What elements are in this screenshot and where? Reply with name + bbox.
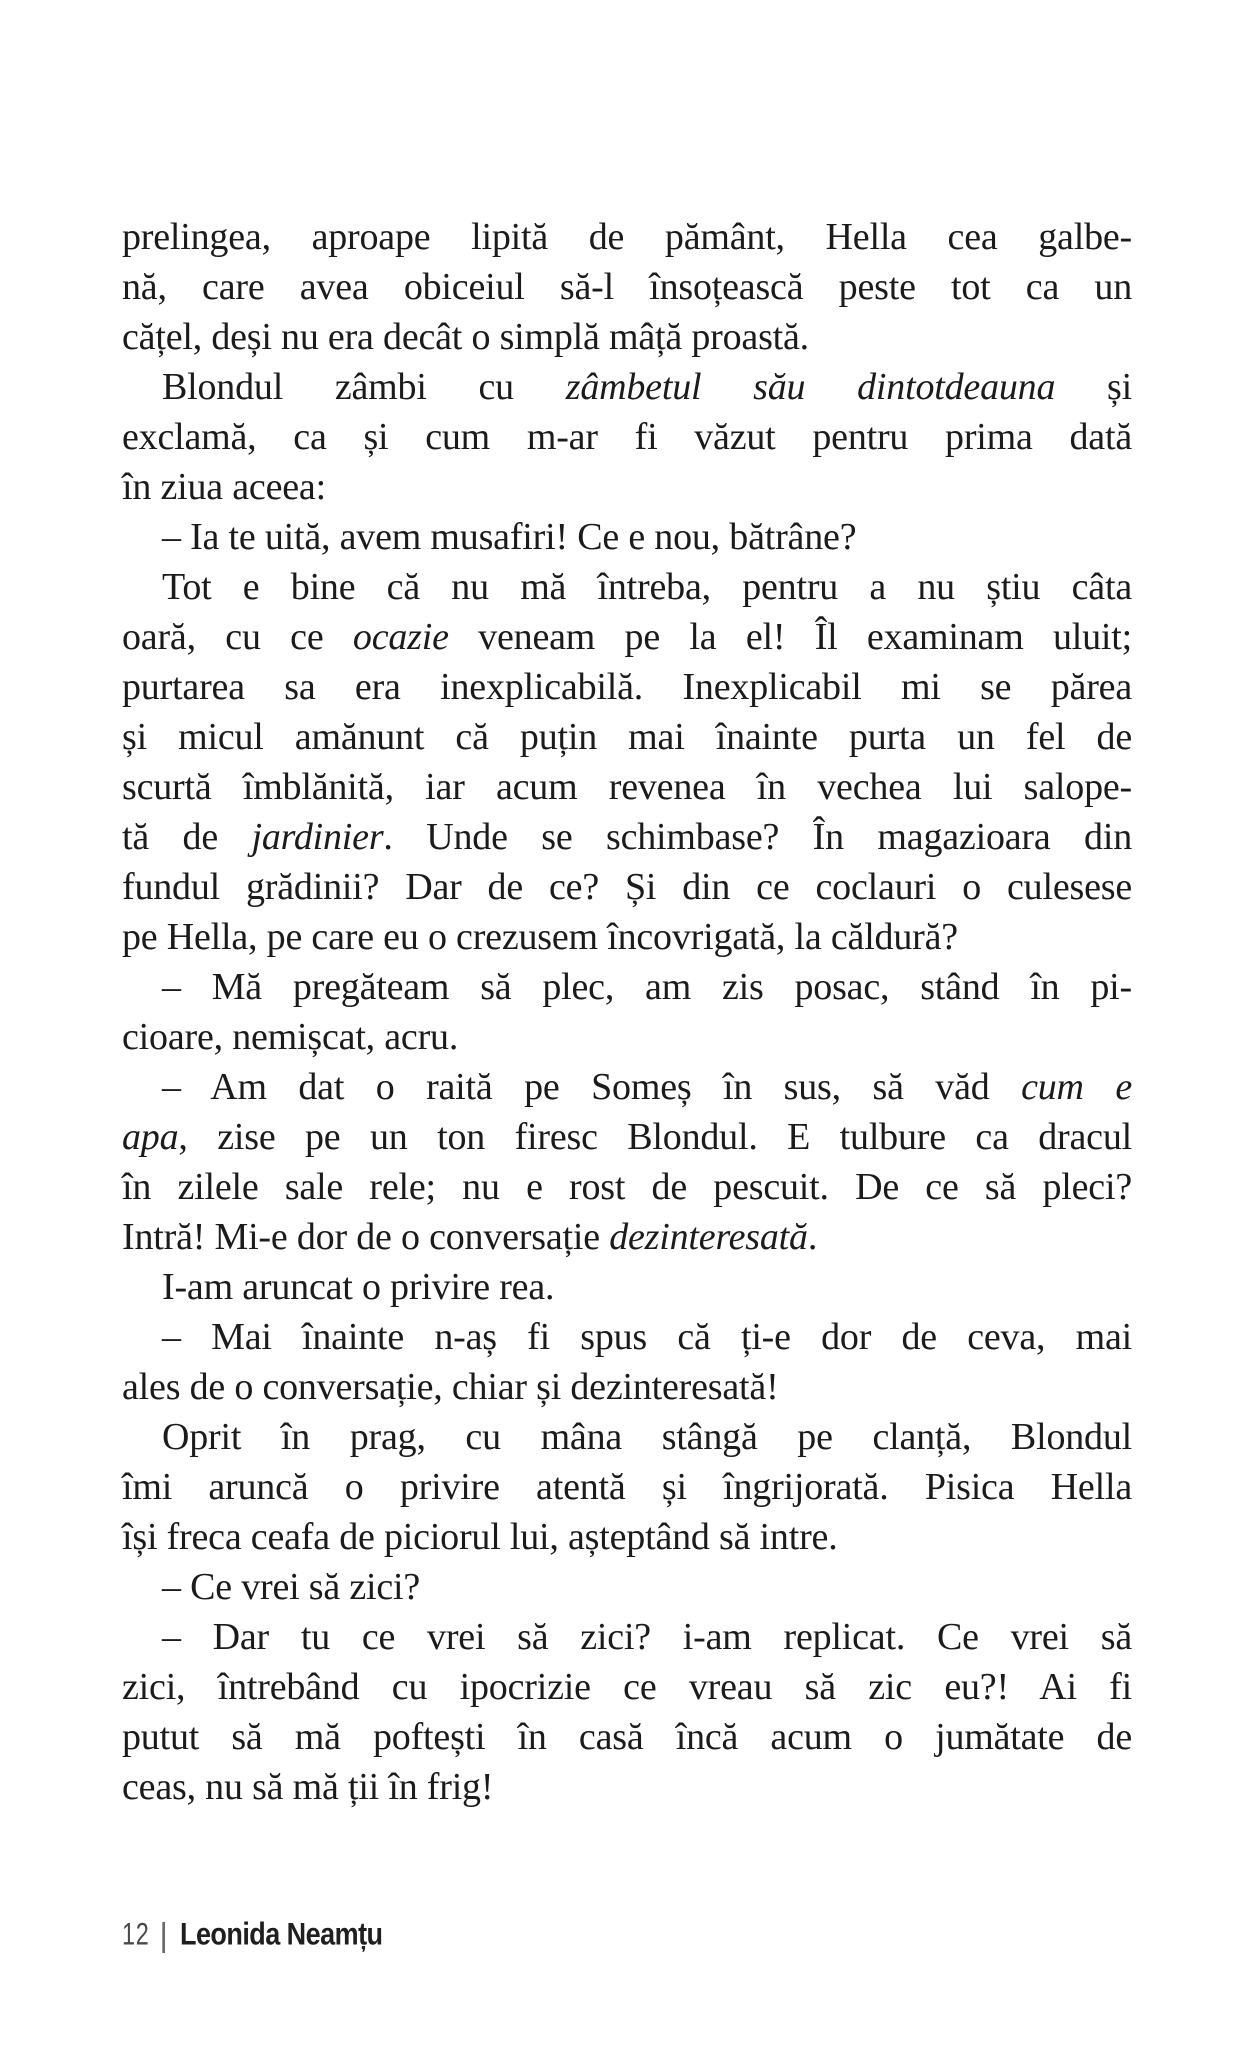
text-segment: Blondul zâmbi cu — [162, 366, 566, 408]
text-segment: Oprit în prag, cu mâna stângă pe clanță, Blondul — [162, 1416, 1132, 1458]
text-segment: își freca ceafa de piciorul lui, așteptând să intre. — [122, 1516, 838, 1558]
text-line — [122, 662, 1132, 712]
text-segment: – Ce vrei să zici? — [162, 1566, 421, 1608]
text-line — [122, 762, 1132, 812]
text-segment: prelingea, aproape lipită de pământ, Hella cea galbe- — [122, 216, 1132, 258]
italic-text-segment: dezinteresată — [609, 1216, 808, 1258]
text-segment: veneam pe la el! Îl examinam uluit; — [448, 616, 1132, 658]
text-line — [122, 962, 1132, 1012]
text-line — [122, 1612, 1132, 1662]
text-segment: – Dar tu ce vrei să zici? i-am replicat. Ce vrei să — [162, 1616, 1132, 1658]
text-line — [122, 512, 1132, 562]
text-segment: în ziua aceea: — [122, 466, 326, 508]
text-line — [122, 862, 1132, 912]
text-segment: purtarea sa era inexplicabilă. Inexplicabil mi se părea — [122, 666, 1132, 708]
text-segment: și — [1055, 366, 1132, 408]
text-segment: tă de — [122, 816, 252, 858]
text-segment: Intră! Mi-e dor de o conversație — [122, 1216, 610, 1258]
page-footer — [122, 1916, 405, 1954]
paragraph — [122, 1612, 1132, 1812]
text-segment: și micul amănunt că puțin mai înainte purta un fel de — [122, 716, 1132, 758]
text-line — [122, 1512, 1132, 1562]
paragraph — [122, 1312, 1132, 1412]
text-line — [122, 812, 1132, 862]
text-line — [122, 712, 1132, 762]
paragraph — [122, 562, 1132, 962]
text-block — [122, 212, 1132, 1812]
paragraph — [122, 1062, 1132, 1262]
text-line — [122, 1362, 1132, 1412]
text-line — [122, 1662, 1132, 1712]
italic-text-segment: zâmbetul său dintotdeauna — [565, 366, 1056, 408]
text-segment: pe Hella, pe care eu o crezusem încovrigată, la căldură? — [122, 916, 958, 958]
text-segment: zici, întrebând cu ipocrizie ce vreau să zic eu?! Ai fi — [122, 1666, 1132, 1708]
text-line — [122, 1312, 1132, 1362]
footer-author: Leonida Neamțu — [179, 1917, 383, 1952]
text-line — [122, 462, 1132, 512]
text-line — [122, 1012, 1132, 1062]
text-segment: îmi aruncă o privire atentă și îngrijorată. Pisica Hella — [122, 1466, 1132, 1508]
text-segment: fundul grădinii? Dar de ce? Și din ce coclauri o culesese — [122, 866, 1132, 908]
italic-text-segment: ocazie — [352, 616, 449, 658]
paragraph — [122, 512, 1132, 562]
text-segment: exclamă, ca și cum m-ar fi văzut pentru prima dată — [122, 416, 1132, 458]
text-segment: Tot e bine că nu mă întreba, pentru a nu știu câta — [162, 566, 1132, 608]
page-number: 12 — [122, 1917, 150, 1952]
text-line — [122, 212, 1132, 262]
text-line — [122, 362, 1132, 412]
paragraph — [122, 962, 1132, 1062]
text-segment: , zise pe un ton firesc Blondul. E tulbure ca dracul — [178, 1116, 1132, 1158]
italic-text-segment: cum e — [1021, 1066, 1132, 1108]
text-line — [122, 612, 1132, 662]
text-line — [122, 1762, 1132, 1812]
footer-separator: | — [159, 1916, 168, 1953]
text-segment: ales de o conversație, chiar și dezinteresată! — [122, 1366, 779, 1408]
text-segment: I-am aruncat o privire rea. — [162, 1266, 555, 1308]
text-segment: în zilele sale rele; nu e rost de pescuit. De ce să pleci? — [122, 1166, 1132, 1208]
text-line — [122, 312, 1132, 362]
text-segment: putut să mă poftești în casă încă acum o jumătate de — [122, 1716, 1132, 1758]
text-line — [122, 1212, 1132, 1262]
paragraph — [122, 1562, 1132, 1612]
text-segment: – Mai înainte n-aș fi spus că ți-e dor de ceva, mai — [162, 1316, 1132, 1358]
italic-text-segment: apa — [122, 1116, 179, 1158]
text-line — [122, 912, 1132, 962]
paragraph — [122, 1412, 1132, 1562]
text-line — [122, 1112, 1132, 1162]
text-segment: – Ia te uită, avem musafiri! Ce e nou, bătrâne? — [162, 516, 857, 558]
text-line — [122, 1462, 1132, 1512]
text-line — [122, 1062, 1132, 1112]
italic-text-segment: jardinier — [251, 816, 384, 858]
text-segment: nă, care avea obiceiul să-l însoțească peste tot ca un — [122, 266, 1132, 308]
text-line — [122, 1162, 1132, 1212]
text-segment: . Unde se schimbase? În magazioara din — [383, 816, 1132, 858]
text-line — [122, 1262, 1132, 1312]
paragraph — [122, 1262, 1132, 1312]
text-segment: oară, cu ce — [122, 616, 353, 658]
text-segment: cățel, deși nu era decât o simplă mâță proastă. — [122, 316, 809, 358]
text-line — [122, 562, 1132, 612]
text-segment: – Am dat o raită pe Someș în sus, să văd — [162, 1066, 1022, 1108]
text-line — [122, 412, 1132, 462]
text-line — [122, 1712, 1132, 1762]
text-segment: scurtă îmblănită, iar acum revenea în vechea lui salope- — [122, 766, 1132, 808]
paragraph — [122, 212, 1132, 362]
paragraph — [122, 362, 1132, 512]
text-segment: – Mă pregăteam să plec, am zis posac, stând în pi- — [162, 966, 1132, 1008]
text-segment: cioare, nemișcat, acru. — [122, 1016, 459, 1058]
text-segment: ceas, nu să mă ții în frig! — [122, 1766, 494, 1808]
text-line — [122, 1562, 1132, 1612]
text-segment: . — [807, 1216, 818, 1258]
text-line — [122, 262, 1132, 312]
text-line — [122, 1412, 1132, 1462]
